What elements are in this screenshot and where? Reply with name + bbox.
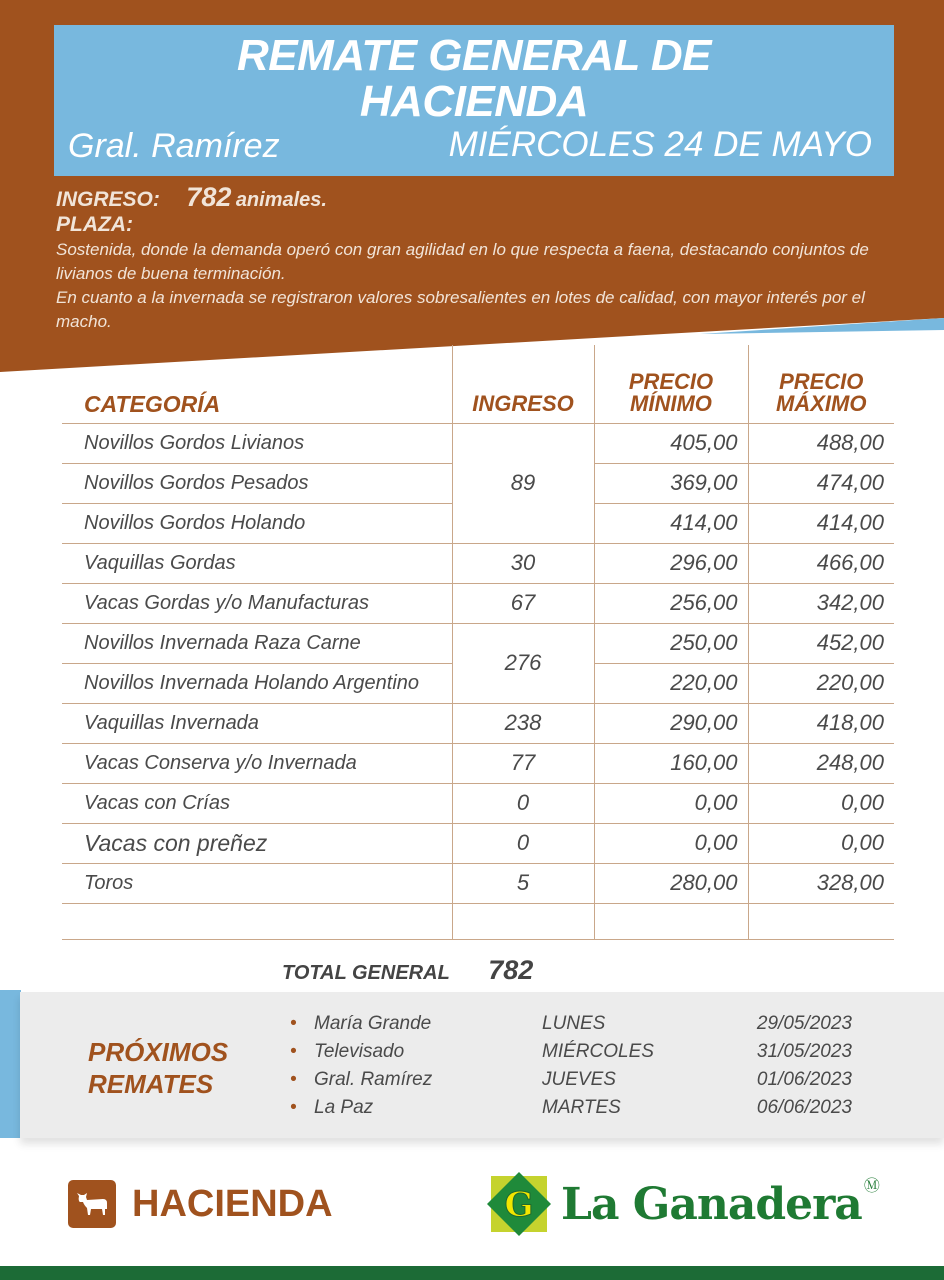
bullet-icon: •: [290, 1013, 297, 1034]
row-min: 369,00: [594, 463, 748, 503]
table-row-empty: [62, 903, 894, 939]
plaza-label: PLAZA:: [56, 213, 133, 236]
row-max: 0,00: [748, 783, 894, 823]
row-ingreso: 0: [452, 783, 594, 823]
table-row: [62, 543, 894, 583]
row-ingreso: 67: [452, 583, 594, 623]
row-category: Toros: [62, 863, 452, 903]
list-item: [290, 1066, 852, 1094]
registered-mark-icon: Ⓜ: [863, 1177, 880, 1195]
upcoming-day: LUNES: [542, 1013, 606, 1034]
empty-cell: [452, 903, 594, 939]
auction-date: MIÉRCOLES 24 DE MAYO: [448, 125, 872, 164]
empty-cell: [62, 903, 452, 939]
table-row: [62, 623, 894, 663]
row-max: 488,00: [748, 423, 894, 463]
total-value: 782: [488, 955, 534, 985]
header-ingreso: INGRESO: [452, 345, 594, 423]
upcoming-title-line-1: PRÓXIMOS: [88, 1037, 229, 1067]
brand-letter: G: [504, 1185, 534, 1225]
row-max: 418,00: [748, 703, 894, 743]
list-item: [290, 1038, 852, 1066]
row-min: 160,00: [594, 743, 748, 783]
upcoming-place: Televisado: [314, 1041, 405, 1062]
footer-bar: [0, 1266, 944, 1280]
row-ingreso: 276: [452, 623, 594, 703]
empty-cell: [594, 903, 748, 939]
section-title: HACIENDA: [132, 1182, 333, 1225]
table-header-row: [62, 345, 894, 423]
row-ingreso: 89: [452, 423, 594, 543]
total-label: TOTAL GENERAL: [282, 962, 450, 984]
bullet-icon: •: [290, 1097, 297, 1118]
brand-name: La Ganadera: [561, 1178, 862, 1230]
header-min-line-1: PRECIO: [628, 368, 714, 394]
ingreso-unit: animales.: [235, 189, 327, 211]
auction-place: Gral. Ramírez: [68, 127, 280, 165]
upcoming-place: Gral. Ramírez: [314, 1069, 433, 1090]
upcoming-date: 06/06/2023: [756, 1097, 852, 1118]
table-row: [62, 863, 894, 903]
row-min: 280,00: [594, 863, 748, 903]
row-max: 466,00: [748, 543, 894, 583]
row-min: 414,00: [594, 503, 748, 543]
row-category: Novillos Gordos Holando: [62, 503, 452, 543]
row-ingreso: 0: [452, 823, 594, 863]
table-row: [62, 783, 894, 823]
title-banner: [54, 25, 894, 176]
row-ingreso: 77: [452, 743, 594, 783]
row-category: Vacas con preñez: [62, 823, 452, 863]
plaza-text-2: En cuanto a la invernada se registraron valores sobresalientes en lotes de calidad, con mayor interés por el macho.: [56, 288, 865, 331]
table-row: [62, 703, 894, 743]
upcoming-auctions: [20, 992, 944, 1138]
upcoming-title-line-2: REMATES: [88, 1069, 214, 1099]
row-max: 452,00: [748, 623, 894, 663]
row-ingreso: 5: [452, 863, 594, 903]
upcoming-place: María Grande: [314, 1013, 432, 1034]
table-row: [62, 823, 894, 863]
row-category: Novillos Gordos Pesados: [62, 463, 452, 503]
row-max: 414,00: [748, 503, 894, 543]
ingreso-label: INGRESO:: [56, 188, 160, 211]
row-min: 290,00: [594, 703, 748, 743]
title-line-1: REMATE GENERAL DE: [237, 31, 711, 80]
row-max: 0,00: [748, 823, 894, 863]
header-max-line-2: MÁXIMO: [776, 390, 867, 416]
row-min: 296,00: [594, 543, 748, 583]
header-max-line-1: PRECIO: [779, 368, 864, 394]
header-precio-minimo: [594, 345, 748, 423]
row-category: Vaquillas Invernada: [62, 703, 452, 743]
row-category: Novillos Invernada Raza Carne: [62, 623, 452, 663]
upcoming-place: La Paz: [314, 1097, 374, 1118]
upcoming-day: MIÉRCOLES: [542, 1041, 654, 1062]
row-category: Vacas Conserva y/o Invernada: [62, 743, 452, 783]
row-max: 342,00: [748, 583, 894, 623]
row-max: 248,00: [748, 743, 894, 783]
upcoming-date: 31/05/2023: [756, 1041, 852, 1062]
upcoming-day: MARTES: [542, 1097, 621, 1118]
table-row: [62, 743, 894, 783]
row-ingreso: 30: [452, 543, 594, 583]
header-precio-maximo: [748, 345, 894, 423]
row-max: 474,00: [748, 463, 894, 503]
row-category: Novillos Invernada Holando Argentino: [62, 663, 452, 703]
upcoming-list: [290, 1010, 852, 1122]
header-min-line-2: MÍNIMO: [630, 390, 712, 416]
header-category: CATEGORÍA: [62, 345, 452, 423]
row-category: Novillos Gordos Livianos: [62, 423, 452, 463]
row-min: 256,00: [594, 583, 748, 623]
list-item: [290, 1094, 852, 1122]
page-title: [54, 33, 894, 125]
accent-strip: [0, 990, 21, 1138]
row-category: Vacas Gordas y/o Manufacturas: [62, 583, 452, 623]
bullet-icon: •: [290, 1069, 297, 1090]
upcoming-title: [88, 1036, 228, 1100]
brand-emblem-icon: [487, 1172, 551, 1236]
upcoming-date: 29/05/2023: [756, 1013, 852, 1034]
row-min: 250,00: [594, 623, 748, 663]
row-max: 220,00: [748, 663, 894, 703]
bullet-icon: •: [290, 1041, 297, 1062]
row-min: 220,00: [594, 663, 748, 703]
prices-table: [62, 345, 894, 940]
table-row: [62, 583, 894, 623]
section-label: [68, 1180, 333, 1228]
row-min: 0,00: [594, 823, 748, 863]
brand-logo: [487, 1172, 880, 1236]
row-category: Vaquillas Gordas: [62, 543, 452, 583]
total-general: [282, 955, 533, 986]
plaza-text-1: Sostenida, donde la demanda operó con gran agilidad en lo que respecta a faena, destacando conjuntos de livianos de buena terminación.: [56, 240, 869, 283]
row-max: 328,00: [748, 863, 894, 903]
upcoming-date: 01/06/2023: [756, 1069, 852, 1090]
empty-cell: [748, 903, 894, 939]
row-min: 0,00: [594, 783, 748, 823]
title-line-2: HACIENDA: [359, 77, 589, 126]
row-ingreso: 238: [452, 703, 594, 743]
summary: [56, 180, 896, 334]
row-category: Vacas con Crías: [62, 783, 452, 823]
table-row: [62, 423, 894, 463]
ingreso-value: 782: [186, 182, 232, 212]
cow-icon: [68, 1180, 116, 1228]
row-min: 405,00: [594, 423, 748, 463]
upcoming-day: JUEVES: [542, 1069, 616, 1090]
list-item: [290, 1010, 852, 1038]
